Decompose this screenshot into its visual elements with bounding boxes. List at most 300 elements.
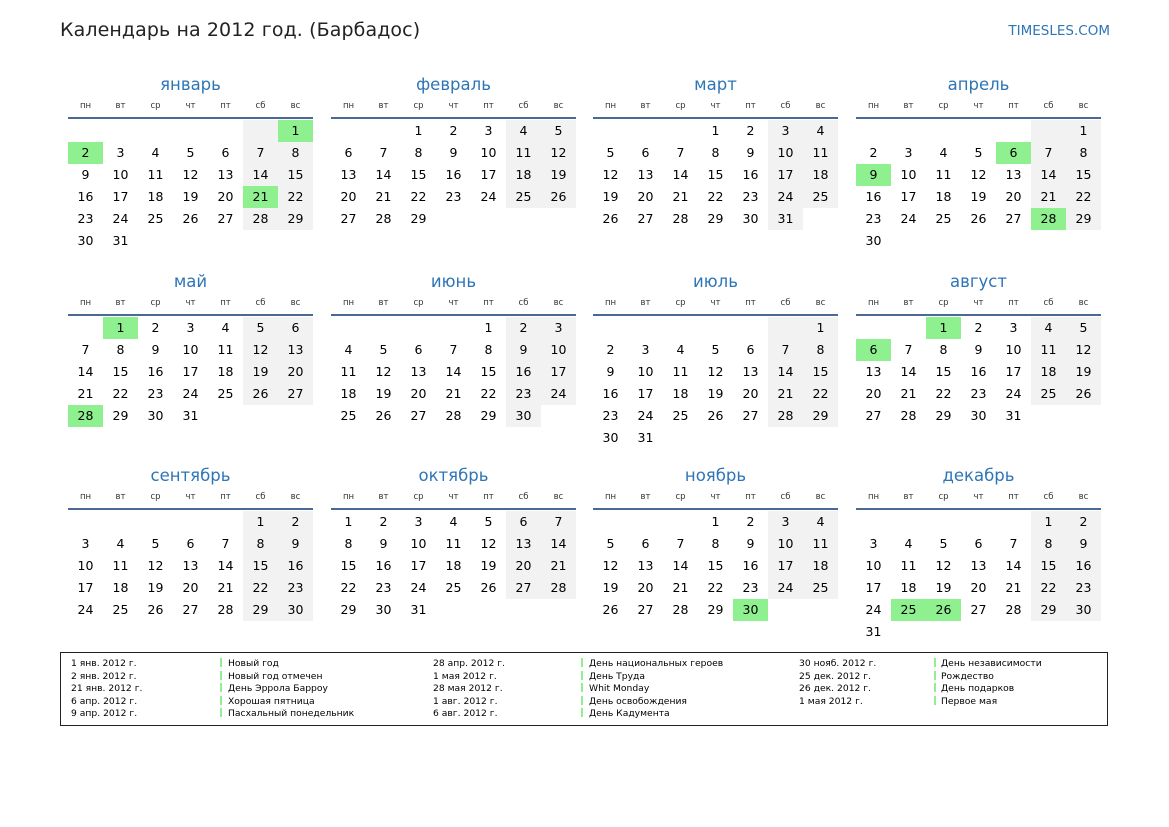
- day-cell: 13: [217, 167, 234, 182]
- month-name: февраль: [416, 75, 491, 94]
- legend-dates-col-1: [71, 658, 142, 721]
- week-row: [593, 511, 838, 533]
- week-row: [856, 361, 1101, 383]
- holiday-day-cell: 2: [68, 142, 103, 164]
- legend-dates-col-3: [799, 658, 876, 708]
- weekend-day-cell: 4: [1031, 317, 1066, 339]
- week-row: [856, 599, 1101, 621]
- day-cell: 10: [865, 558, 882, 573]
- day-cell: 8: [344, 536, 353, 551]
- day-cell: 19: [375, 386, 392, 401]
- day-cell: 30: [970, 408, 987, 423]
- weekend-day-cell: 30: [506, 405, 541, 427]
- day-cell: 8: [116, 342, 125, 357]
- legend-holiday-name: День Труда: [589, 670, 646, 682]
- weekday-label: пт: [220, 492, 231, 502]
- weekday-label: вс: [553, 492, 564, 502]
- month-block: [331, 73, 576, 230]
- weekday-label: вс: [815, 492, 826, 502]
- day-cell: 28: [1005, 602, 1022, 617]
- day-cell: 21: [217, 580, 234, 595]
- weekday-header: [856, 488, 1101, 506]
- day-cell: 18: [147, 189, 164, 204]
- empty-cell: [138, 120, 173, 142]
- weekday-label: вт: [903, 298, 914, 308]
- legend-holiday-name: Хорошая пятница: [228, 695, 315, 707]
- week-row: [68, 405, 313, 427]
- empty-cell: [663, 511, 698, 533]
- empty-cell: [1066, 621, 1101, 643]
- weekday-label: пт: [1008, 101, 1019, 111]
- day-cell: 20: [1005, 189, 1022, 204]
- page-title: Календарь на 2012 год. (Барбадос): [60, 19, 421, 41]
- weekday-label: ср: [413, 101, 424, 111]
- weekday-label: вс: [1078, 298, 1089, 308]
- day-cell: 21: [1005, 580, 1022, 595]
- weekday-label: пн: [342, 298, 355, 308]
- empty-cell: [891, 317, 926, 339]
- header-divider: [856, 508, 1101, 510]
- day-cell: 16: [742, 167, 759, 182]
- day-cell: 27: [742, 408, 759, 423]
- weekday-label: чт: [185, 298, 196, 308]
- weekday-label: чт: [185, 101, 196, 111]
- week-row: [331, 339, 576, 361]
- weekend-day-cell: 23: [506, 383, 541, 405]
- weekend-day-cell: 26: [541, 186, 576, 208]
- day-cell: 27: [865, 408, 882, 423]
- weekday-label: ср: [413, 298, 424, 308]
- week-row: [856, 555, 1101, 577]
- weekday-label: вт: [115, 298, 126, 308]
- day-cell: 7: [449, 342, 458, 357]
- day-cell: 28: [375, 211, 392, 226]
- day-cell: 23: [602, 408, 619, 423]
- holiday-day-cell: 6: [996, 142, 1031, 164]
- day-cell: 10: [77, 558, 94, 573]
- day-cell: 23: [865, 211, 882, 226]
- holiday-day-cell: 26: [926, 599, 961, 621]
- day-cell: 16: [970, 364, 987, 379]
- weekday-label: пн: [79, 101, 92, 111]
- day-cell: 7: [221, 536, 230, 551]
- weekend-day-cell: 8: [803, 339, 838, 361]
- month-block: [593, 270, 838, 449]
- empty-cell: [541, 405, 576, 427]
- weekend-day-cell: 17: [768, 555, 803, 577]
- day-cell: 17: [182, 364, 199, 379]
- day-cell: 25: [112, 602, 129, 617]
- week-row: [856, 208, 1101, 230]
- weekday-label: ср: [150, 298, 161, 308]
- weekend-day-cell: 3: [541, 317, 576, 339]
- weekend-day-cell: 25: [803, 186, 838, 208]
- holiday-day-cell: 9: [856, 164, 891, 186]
- weekday-label: пн: [342, 492, 355, 502]
- day-cell: 11: [112, 558, 129, 573]
- week-row: [331, 208, 576, 230]
- weekday-label: пн: [867, 492, 880, 502]
- weekend-day-cell: 2: [278, 511, 313, 533]
- day-cell: 24: [410, 580, 427, 595]
- legend-holiday-name: Новый год: [228, 658, 279, 669]
- weekday-label: пн: [79, 492, 92, 502]
- weekday-label: сб: [518, 101, 529, 111]
- day-grid: [856, 120, 1101, 252]
- header-divider: [331, 117, 576, 119]
- day-cell: 29: [112, 408, 129, 423]
- weekend-day-cell: 12: [243, 339, 278, 361]
- header-divider: [593, 117, 838, 119]
- day-cell: 23: [375, 580, 392, 595]
- empty-cell: [663, 427, 698, 449]
- day-grid: [593, 511, 838, 621]
- weekend-day-cell: 29: [1066, 208, 1101, 230]
- week-row: [68, 186, 313, 208]
- day-cell: 3: [904, 145, 913, 160]
- day-cell: 21: [445, 386, 462, 401]
- weekend-day-cell: 20: [278, 361, 313, 383]
- weekend-day-cell: 16: [1066, 555, 1101, 577]
- month-block: [331, 464, 576, 621]
- weekend-day-cell: 12: [541, 142, 576, 164]
- week-row: [68, 339, 313, 361]
- day-cell: 10: [480, 145, 497, 160]
- day-cell: 24: [637, 408, 654, 423]
- day-cell: 12: [970, 167, 987, 182]
- weekend-day-cell: 7: [243, 142, 278, 164]
- week-row: [593, 120, 838, 142]
- weekday-label: сб: [780, 298, 791, 308]
- weekend-day-cell: 23: [278, 577, 313, 599]
- weekend-day-cell: 28: [243, 208, 278, 230]
- day-cell: 26: [375, 408, 392, 423]
- month-name: ноябрь: [684, 466, 747, 485]
- month-block: [331, 270, 576, 427]
- legend-holiday-name: Whit Monday: [589, 683, 650, 695]
- weekend-day-cell: 22: [278, 186, 313, 208]
- empty-cell: [1066, 230, 1101, 252]
- day-cell: 14: [77, 364, 94, 379]
- empty-cell: [698, 427, 733, 449]
- week-row: [593, 533, 838, 555]
- day-cell: 24: [112, 211, 129, 226]
- empty-cell: [278, 405, 313, 427]
- legend-date: 6 апр. 2012 г.: [71, 695, 138, 707]
- month-block: [68, 464, 313, 621]
- week-row: [593, 361, 838, 383]
- week-row: [331, 186, 576, 208]
- weekend-day-cell: 29: [1031, 599, 1066, 621]
- weekday-label: чт: [448, 101, 459, 111]
- day-cell: 1: [414, 123, 423, 138]
- day-cell: 14: [217, 558, 234, 573]
- holiday-day-cell: 1: [926, 317, 961, 339]
- day-cell: 16: [602, 386, 619, 401]
- day-cell: 18: [935, 189, 952, 204]
- empty-cell: [471, 599, 506, 621]
- day-cell: 4: [151, 145, 160, 160]
- weekend-day-cell: 18: [803, 555, 838, 577]
- day-cell: 24: [77, 602, 94, 617]
- day-cell: 8: [939, 342, 948, 357]
- weekend-day-cell: 24: [768, 577, 803, 599]
- day-cell: 4: [344, 342, 353, 357]
- day-cell: 23: [970, 386, 987, 401]
- empty-cell: [243, 230, 278, 252]
- empty-cell: [856, 120, 891, 142]
- empty-cell: [138, 511, 173, 533]
- weekend-day-cell: 21: [541, 555, 576, 577]
- day-cell: 18: [340, 386, 357, 401]
- week-row: [856, 317, 1101, 339]
- legend-holiday-name: День подарков: [941, 683, 1015, 695]
- day-cell: 28: [445, 408, 462, 423]
- legend-date: 28 апр. 2012 г.: [433, 658, 505, 669]
- weekend-day-cell: 17: [541, 361, 576, 383]
- week-row: [856, 339, 1101, 361]
- day-cell: 31: [865, 624, 882, 639]
- header-divider: [856, 314, 1101, 316]
- day-cell: 13: [340, 167, 357, 182]
- site-link[interactable]: TIMESLES.COM: [1008, 23, 1110, 39]
- day-cell: 31: [410, 602, 427, 617]
- weekday-header: [68, 294, 313, 312]
- weekday-label: ср: [938, 101, 949, 111]
- weekday-label: пт: [483, 298, 494, 308]
- weekday-label: вс: [815, 101, 826, 111]
- weekend-day-cell: 9: [278, 533, 313, 555]
- day-cell: 29: [410, 211, 427, 226]
- day-cell: 3: [641, 342, 650, 357]
- weekday-label: пт: [745, 101, 756, 111]
- day-cell: 28: [900, 408, 917, 423]
- day-cell: 27: [340, 211, 357, 226]
- week-row: [331, 555, 576, 577]
- week-row: [856, 383, 1101, 405]
- weekend-day-cell: 16: [278, 555, 313, 577]
- header-divider: [593, 314, 838, 316]
- week-row: [856, 120, 1101, 142]
- day-cell: 5: [379, 342, 388, 357]
- weekend-day-cell: 20: [506, 555, 541, 577]
- day-cell: 26: [480, 580, 497, 595]
- weekend-day-cell: 15: [278, 164, 313, 186]
- empty-cell: [1031, 120, 1066, 142]
- weekday-label: вт: [115, 492, 126, 502]
- weekend-day-cell: 14: [768, 361, 803, 383]
- weekend-day-cell: 5: [541, 120, 576, 142]
- week-row: [68, 164, 313, 186]
- empty-cell: [961, 511, 996, 533]
- day-cell: 4: [449, 514, 458, 529]
- legend-date: 21 янв. 2012 г.: [71, 683, 143, 695]
- day-cell: 9: [379, 536, 388, 551]
- day-cell: 24: [900, 211, 917, 226]
- header-divider: [68, 508, 313, 510]
- week-row: [68, 383, 313, 405]
- legend-date: 1 авг. 2012 г.: [433, 695, 498, 707]
- day-cell: 4: [116, 536, 125, 551]
- weekend-day-cell: 29: [803, 405, 838, 427]
- weekday-label: чт: [710, 298, 721, 308]
- day-cell: 29: [935, 408, 952, 423]
- weekday-label: чт: [710, 492, 721, 502]
- empty-cell: [593, 511, 628, 533]
- day-cell: 14: [672, 558, 689, 573]
- day-cell: 26: [707, 408, 724, 423]
- week-row: [68, 208, 313, 230]
- day-cell: 20: [970, 580, 987, 595]
- day-cell: 6: [746, 342, 755, 357]
- weekend-day-cell: 8: [243, 533, 278, 555]
- weekday-label: чт: [448, 492, 459, 502]
- weekday-label: сб: [1043, 492, 1054, 502]
- month-name: август: [950, 272, 1007, 291]
- day-cell: 28: [672, 602, 689, 617]
- weekday-label: вс: [553, 298, 564, 308]
- day-cell: 11: [340, 364, 357, 379]
- day-cell: 22: [340, 580, 357, 595]
- week-row: [593, 405, 838, 427]
- weekend-day-cell: 11: [803, 533, 838, 555]
- day-cell: 3: [116, 145, 125, 160]
- weekday-label: вт: [903, 492, 914, 502]
- weekday-label: вс: [553, 101, 564, 111]
- week-row: [856, 164, 1101, 186]
- empty-cell: [1031, 230, 1066, 252]
- day-cell: 1: [711, 123, 720, 138]
- empty-cell: [698, 317, 733, 339]
- weekend-day-cell: 15: [243, 555, 278, 577]
- empty-cell: [401, 317, 436, 339]
- day-cell: 2: [606, 342, 615, 357]
- legend-holiday-name: День национальных героев: [589, 658, 724, 669]
- weekday-label: пт: [483, 101, 494, 111]
- week-row: [68, 577, 313, 599]
- day-cell: 19: [602, 580, 619, 595]
- day-grid: [68, 120, 313, 252]
- weekend-day-cell: 29: [278, 208, 313, 230]
- legend-date: 9 апр. 2012 г.: [71, 708, 138, 720]
- empty-cell: [593, 120, 628, 142]
- weekend-day-cell: 28: [768, 405, 803, 427]
- day-cell: 6: [974, 536, 983, 551]
- week-row: [593, 555, 838, 577]
- empty-cell: [541, 208, 576, 230]
- weekend-day-cell: 27: [506, 577, 541, 599]
- weekend-day-cell: 10: [768, 142, 803, 164]
- weekday-label: пн: [342, 101, 355, 111]
- legend-marker-col-1: [220, 658, 223, 721]
- day-cell: 20: [742, 386, 759, 401]
- day-cell: 18: [672, 386, 689, 401]
- day-cell: 23: [77, 211, 94, 226]
- week-row: [331, 142, 576, 164]
- day-cell: 3: [1009, 320, 1018, 335]
- week-row: [593, 577, 838, 599]
- day-cell: 22: [707, 580, 724, 595]
- weekday-label: чт: [973, 492, 984, 502]
- weekday-label: сб: [255, 492, 266, 502]
- weekend-day-cell: 11: [1031, 339, 1066, 361]
- empty-cell: [138, 230, 173, 252]
- empty-cell: [366, 317, 401, 339]
- legend-names-col-1: [228, 658, 354, 721]
- day-cell: 15: [112, 364, 129, 379]
- weekend-day-cell: 8: [278, 142, 313, 164]
- weekend-day-cell: 29: [243, 599, 278, 621]
- week-row: [856, 230, 1101, 252]
- day-cell: 13: [637, 558, 654, 573]
- weekday-label: вт: [378, 298, 389, 308]
- weekend-day-cell: 1: [1066, 120, 1101, 142]
- legend-date: 26 дек. 2012 г.: [799, 683, 872, 695]
- weekday-label: пт: [1008, 298, 1019, 308]
- weekday-label: вс: [290, 298, 301, 308]
- day-cell: 21: [672, 580, 689, 595]
- legend-holiday-name: День Эррола Барроу: [228, 683, 328, 695]
- week-row: [593, 339, 838, 361]
- day-cell: 4: [676, 342, 685, 357]
- day-cell: 9: [606, 364, 615, 379]
- empty-cell: [856, 317, 891, 339]
- day-grid: [331, 120, 576, 230]
- weekend-day-cell: 8: [1031, 533, 1066, 555]
- weekday-label: чт: [710, 101, 721, 111]
- empty-cell: [68, 317, 103, 339]
- weekday-header: [593, 97, 838, 115]
- day-cell: 21: [672, 189, 689, 204]
- day-cell: 26: [602, 602, 619, 617]
- day-cell: 5: [606, 145, 615, 160]
- day-cell: 6: [186, 536, 195, 551]
- week-row: [593, 208, 838, 230]
- day-cell: 8: [711, 145, 720, 160]
- weekend-day-cell: 17: [768, 164, 803, 186]
- day-cell: 29: [707, 602, 724, 617]
- weekend-day-cell: 19: [541, 164, 576, 186]
- day-cell: 13: [970, 558, 987, 573]
- day-cell: 9: [974, 342, 983, 357]
- day-cell: 8: [484, 342, 493, 357]
- weekday-label: вт: [115, 101, 126, 111]
- empty-cell: [593, 317, 628, 339]
- day-cell: 15: [340, 558, 357, 573]
- weekday-label: чт: [185, 492, 196, 502]
- weekday-label: сб: [1043, 298, 1054, 308]
- week-row: [68, 361, 313, 383]
- day-cell: 19: [602, 189, 619, 204]
- holiday-day-cell: 28: [68, 405, 103, 427]
- legend-holiday-name: День Кадумента: [589, 708, 670, 720]
- weekday-label: пт: [745, 298, 756, 308]
- day-cell: 22: [707, 189, 724, 204]
- day-cell: 30: [865, 233, 882, 248]
- legend-holiday-name: Пасхальный понедельник: [228, 708, 355, 720]
- week-row: [331, 405, 576, 427]
- day-cell: 16: [742, 558, 759, 573]
- day-cell: 13: [410, 364, 427, 379]
- weekend-day-cell: 16: [506, 361, 541, 383]
- day-cell: 20: [340, 189, 357, 204]
- weekend-day-cell: 3: [768, 511, 803, 533]
- weekday-label: пт: [483, 492, 494, 502]
- weekday-label: пн: [604, 298, 617, 308]
- day-cell: 22: [112, 386, 129, 401]
- empty-cell: [436, 599, 471, 621]
- week-row: [68, 142, 313, 164]
